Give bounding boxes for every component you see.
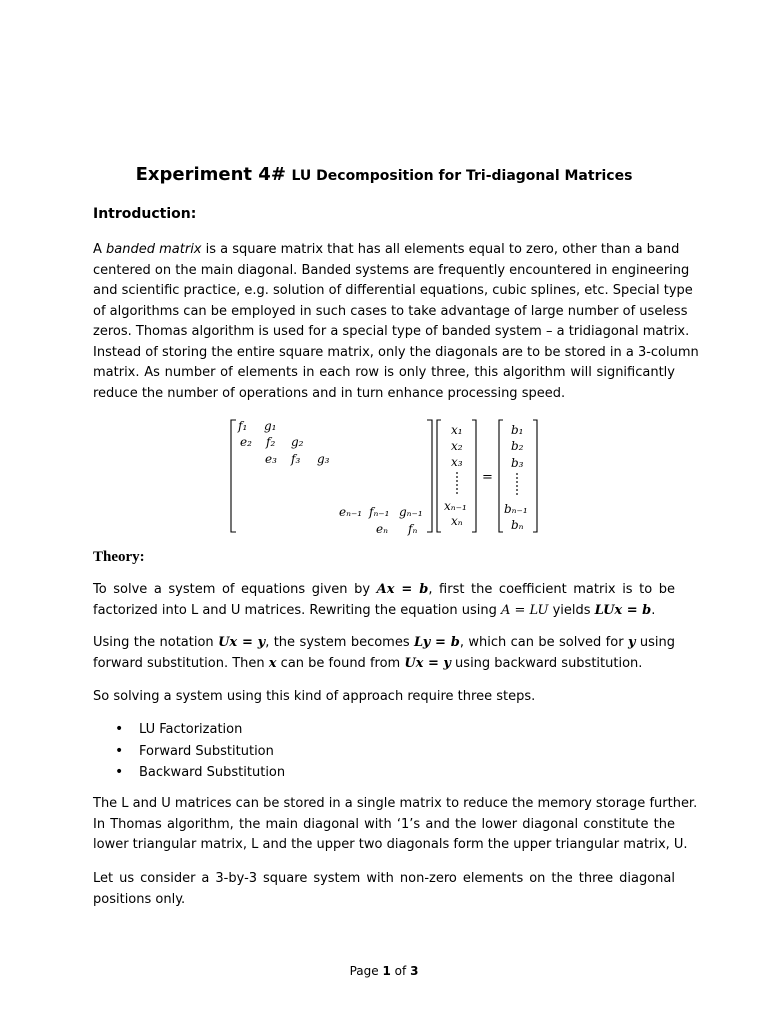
matrix-g1: g₁ — [264, 419, 277, 433]
intro-line-6: Instead of storing the entire square matrix, only the diagonals are to be stored in a 3-column — [93, 344, 699, 360]
theory-heading: Theory: — [93, 549, 145, 565]
page-number-footer: Page 1 of 3 — [349, 964, 419, 978]
b-vector-b2: b₂ — [511, 439, 524, 453]
tridiagonal-equation — [0, 412, 768, 542]
x-vector-x2: x₂ — [451, 439, 463, 453]
intro-line-5: zeros. Thomas algorithm is used for a special type of banded system – a tridiagonal matrix. — [93, 324, 690, 339]
matrix-g3: g₃ — [317, 452, 330, 466]
equals-sign: = — [482, 470, 493, 485]
list-item: • LU Factorization — [93, 719, 285, 741]
matrix-f2: f₂ — [266, 435, 276, 449]
b-vector-bn-1: bₙ₋₁ — [504, 502, 528, 516]
intro-line-8: reduce the number of operations and in turn enhance processing speed. — [93, 385, 566, 401]
b-vector-vdots — [516, 473, 518, 495]
theory-paragraph-5: Let us consider a 3-by-3 square system with non-zero elements on the three diagonal positions only. — [93, 871, 675, 907]
title-prefix: Experiment 4# — [135, 164, 286, 185]
list-item: • Forward Substitution — [93, 741, 285, 763]
matrix-e3: e₃ — [265, 452, 277, 466]
introduction-paragraph — [93, 240, 699, 404]
matrix-fn-1: fₙ₋₁ — [369, 505, 390, 519]
theory-p1-line-1: To solve a system of equations given by Ax = b, first the coefficient matrix is to be — [93, 582, 676, 597]
matrix-f1: f₁ — [238, 419, 248, 433]
theory-paragraph-3: So solving a system using this kind of approach require three steps. — [93, 689, 536, 704]
x-vector-x3: x₃ — [451, 455, 463, 469]
intro-line-3: and scientific practice, e.g. solution of differential equations, cubic splines, etc. Special type — [93, 283, 693, 298]
x-vector-vdots — [456, 472, 458, 494]
page-title — [0, 164, 768, 185]
steps-list — [93, 719, 285, 784]
theory-paragraph-2 — [93, 633, 675, 674]
theory-p1-line-2: factorized into L and U matrices. Rewriting the equation using A = LU yields LUx = b. — [93, 602, 656, 618]
matrix-gn-1: gₙ₋₁ — [399, 505, 423, 519]
x-vector-x1: x₁ — [451, 423, 463, 437]
b-vector-b3: b₃ — [511, 456, 524, 470]
matrix-g2: g₂ — [291, 435, 304, 449]
intro-line-4: of algorithms can be employed in such cases to take advantage of large number of useless — [93, 303, 688, 319]
introduction-heading: Introduction: — [93, 206, 197, 222]
theory-p2-line-1: Using the notation Ux = y, the system becomes Ly = b, which can be solved for y using — [93, 635, 676, 650]
intro-line-1: A banded matrix is a square matrix that has all elements equal to zero, other than a band — [93, 242, 680, 257]
matrix-en-1: eₙ₋₁ — [339, 505, 363, 519]
title-rest: LU Decomposition for Tri-diagonal Matrices — [291, 168, 633, 184]
x-vector-xn-1: xₙ₋₁ — [444, 499, 467, 513]
b-vector-bn: bₙ — [511, 518, 524, 532]
list-item: • Backward Substitution — [93, 762, 285, 784]
b-vector-b1: b₁ — [511, 423, 524, 437]
theory-p2-line-2: forward substitution. Then x can be found from Ux = y using backward substitution. — [93, 655, 643, 671]
theory-paragraph-4: The L and U matrices can be stored in a single matrix to reduce the memory storage further. In Thomas algorithm, the main diagonal with ‘1’s and the lower diagonal constitute the lower triangular matrix, L and the upper two diagonals form the upper triangular matrix, U. — [93, 796, 698, 852]
theory-paragraph-1 — [93, 580, 675, 621]
matrix-e2: e₂ — [240, 435, 252, 449]
matrix-en: eₙ — [376, 522, 388, 536]
matrix-f3: f₃ — [291, 452, 301, 466]
matrix-fn: fₙ — [408, 522, 418, 536]
intro-line-2: centered on the main diagonal. Banded systems are frequently encountered in engineering — [93, 262, 690, 278]
x-vector-xn: xₙ — [451, 514, 463, 528]
intro-line-7: matrix. As number of elements in each row is only three, this algorithm will significantly — [93, 365, 675, 380]
